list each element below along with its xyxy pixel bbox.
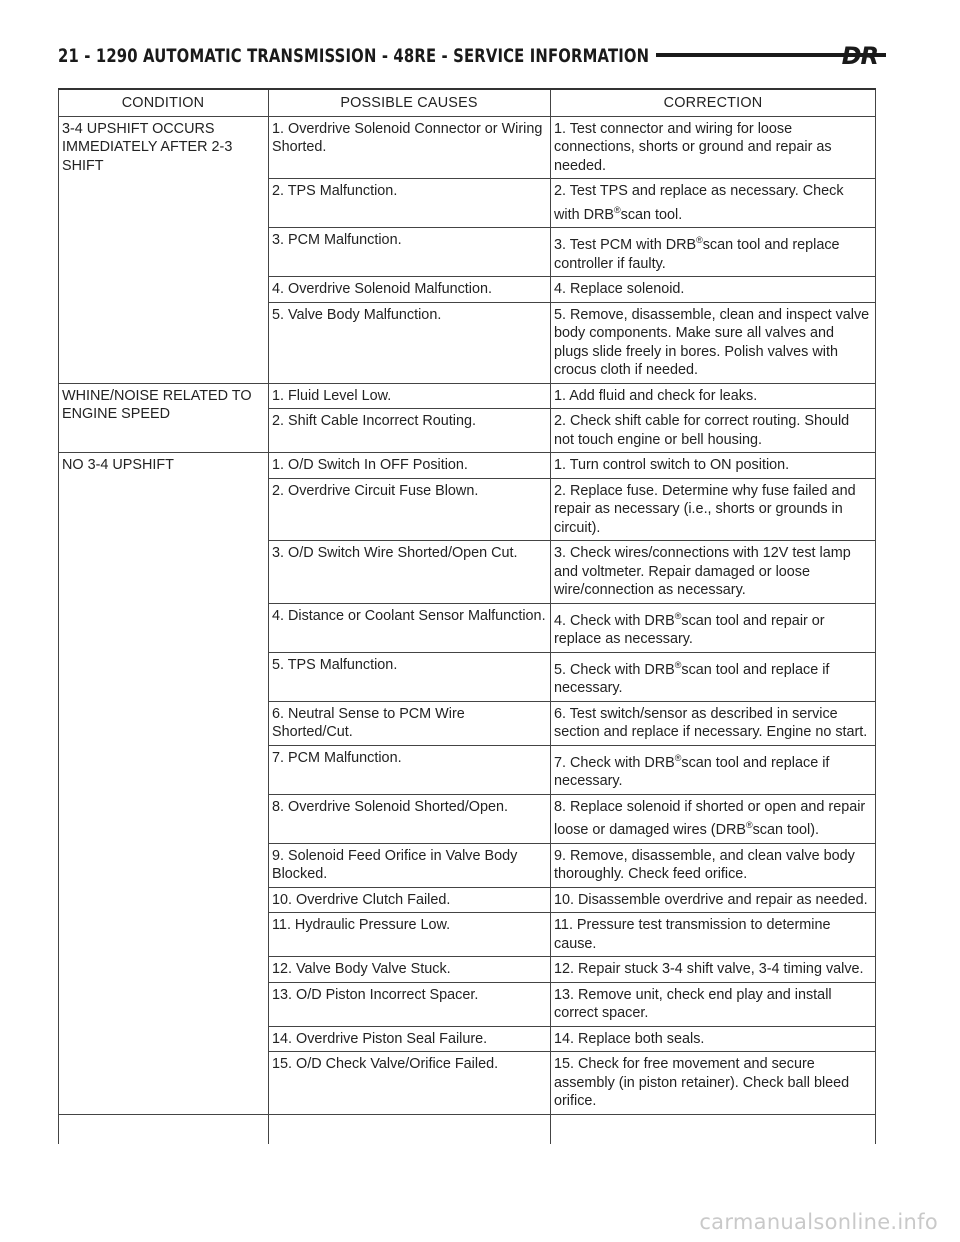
condition-cell: WHINE/NOISE RELATED TO ENGINE SPEED bbox=[58, 383, 268, 453]
column-header-causes: POSSIBLE CAUSES bbox=[268, 90, 550, 116]
correction-cell: 4. Replace solenoid. bbox=[550, 277, 876, 303]
table-row bbox=[58, 116, 876, 179]
condition-cell: NO 3-4 UPSHIFT bbox=[58, 453, 268, 1115]
cause-cell: 2. Overdrive Circuit Fuse Blown. bbox=[268, 478, 550, 541]
cause-cell: 3. O/D Switch Wire Shorted/Open Cut. bbox=[268, 541, 550, 604]
correction-cell: 5. Check with DRB®scan tool and replace if necessary. bbox=[550, 652, 876, 701]
correction-cell: 12. Repair stuck 3-4 shift valve, 3-4 timing valve. bbox=[550, 957, 876, 983]
cause-cell: 4. Distance or Coolant Sensor Malfunction. bbox=[268, 603, 550, 652]
table-row bbox=[58, 383, 876, 409]
table-body bbox=[58, 116, 876, 1114]
correction-cell: 8. Replace solenoid if shorted or open and repair loose or damaged wires (DRB®scan tool). bbox=[550, 794, 876, 843]
table-header-row bbox=[58, 90, 876, 116]
cause-cell: 15. O/D Check Valve/Orifice Failed. bbox=[268, 1052, 550, 1115]
troubleshooting-table bbox=[58, 90, 876, 1115]
column-header-correction: CORRECTION bbox=[550, 90, 876, 116]
cause-cell: 13. O/D Piston Incorrect Spacer. bbox=[268, 982, 550, 1026]
correction-cell: 7. Check with DRB®scan tool and replace if necessary. bbox=[550, 745, 876, 794]
correction-cell: 14. Replace both seals. bbox=[550, 1026, 876, 1052]
cause-cell: 2. Shift Cable Incorrect Routing. bbox=[268, 409, 550, 453]
correction-cell: 1. Turn control switch to ON position. bbox=[550, 453, 876, 479]
cause-cell: 9. Solenoid Feed Orifice in Valve Body Blocked. bbox=[268, 843, 550, 887]
page-header bbox=[58, 38, 878, 74]
cause-cell: 14. Overdrive Piston Seal Failure. bbox=[268, 1026, 550, 1052]
correction-cell: 3. Check wires/connections with 12V test lamp and voltmeter. Repair damaged or loose wire/connection as necessary. bbox=[550, 541, 876, 604]
correction-cell: 11. Pressure test transmission to determine cause. bbox=[550, 913, 876, 957]
correction-cell: 1. Add fluid and check for leaks. bbox=[550, 383, 876, 409]
cause-cell: 8. Overdrive Solenoid Shorted/Open. bbox=[268, 794, 550, 843]
correction-cell: 6. Test switch/sensor as described in service section and replace if necessary. Engine no start. bbox=[550, 701, 876, 745]
cause-cell: 6. Neutral Sense to PCM Wire Shorted/Cut. bbox=[268, 701, 550, 745]
cause-cell: 5. Valve Body Malfunction. bbox=[268, 302, 550, 383]
correction-cell: 1. Test connector and wiring for loose connections, shorts or ground and repair as needed. bbox=[550, 116, 876, 179]
troubleshooting-table-container bbox=[58, 88, 876, 1144]
correction-cell: 3. Test PCM with DRB®scan tool and replace controller if faulty. bbox=[550, 228, 876, 277]
correction-cell: 5. Remove, disassemble, clean and inspect valve body components. Make sure all valves and plugs slide freely in bores. Polish valves with crocus cloth if needed. bbox=[550, 302, 876, 383]
table-row bbox=[58, 453, 876, 479]
cause-cell: 5. TPS Malfunction. bbox=[268, 652, 550, 701]
correction-cell: 9. Remove, disassemble, and clean valve body thoroughly. Check feed orifice. bbox=[550, 843, 876, 887]
column-header-condition: CONDITION bbox=[58, 90, 268, 116]
correction-cell: 2. Check shift cable for correct routing. Should not touch engine or bell housing. bbox=[550, 409, 876, 453]
cause-cell: 7. PCM Malfunction. bbox=[268, 745, 550, 794]
correction-cell: 13. Remove unit, check end play and install correct spacer. bbox=[550, 982, 876, 1026]
cause-cell: 11. Hydraulic Pressure Low. bbox=[268, 913, 550, 957]
correction-cell: 10. Disassemble overdrive and repair as needed. bbox=[550, 887, 876, 913]
cause-cell: 2. TPS Malfunction. bbox=[268, 179, 550, 228]
cause-cell: 1. O/D Switch In OFF Position. bbox=[268, 453, 550, 479]
correction-cell: 15. Check for free movement and secure assembly (in piston retainer). Check ball bleed orifice. bbox=[550, 1052, 876, 1115]
correction-cell: 4. Check with DRB®scan tool and repair or replace as necessary. bbox=[550, 603, 876, 652]
dr-logo: DR bbox=[841, 42, 878, 70]
cause-cell: 1. Overdrive Solenoid Connector or Wiring Shorted. bbox=[268, 116, 550, 179]
condition-cell: 3-4 UPSHIFT OCCURS IMMEDIATELY AFTER 2-3 SHIFT bbox=[58, 116, 268, 383]
correction-cell: 2. Test TPS and replace as necessary. Check with DRB®scan tool. bbox=[550, 179, 876, 228]
cause-cell: 12. Valve Body Valve Stuck. bbox=[268, 957, 550, 983]
page-title: 21 - 1290 AUTOMATIC TRANSMISSION - 48RE - SERVICE INFORMATION bbox=[58, 45, 650, 67]
correction-cell: 2. Replace fuse. Determine why fuse failed and repair as necessary (i.e., shorts or grounds in circuit). bbox=[550, 478, 876, 541]
cause-cell: 10. Overdrive Clutch Failed. bbox=[268, 887, 550, 913]
cause-cell: 3. PCM Malfunction. bbox=[268, 228, 550, 277]
cause-cell: 1. Fluid Level Low. bbox=[268, 383, 550, 409]
watermark: carmanualsonline.info bbox=[699, 1210, 938, 1234]
cause-cell: 4. Overdrive Solenoid Malfunction. bbox=[268, 277, 550, 303]
